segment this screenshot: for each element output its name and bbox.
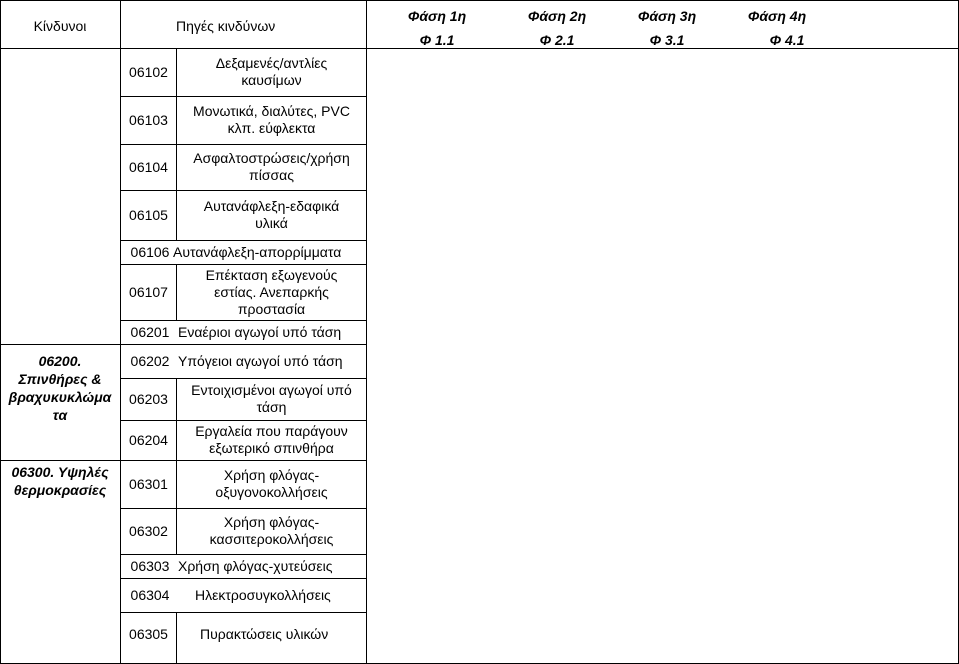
row-code: 06105 bbox=[129, 206, 168, 223]
phase-1-header: Φάση 1η bbox=[407, 7, 467, 24]
row-code: 06204 bbox=[129, 431, 168, 448]
group-sparks-line: βραχυκυκλώμα bbox=[8, 389, 112, 405]
group-sparks-line: Σπινθήρες & bbox=[18, 371, 102, 387]
description-line: Εργαλεία που παράγουν bbox=[195, 423, 348, 439]
row-description: Πυρακτώσεις υλικών bbox=[200, 625, 329, 642]
grid-line bbox=[0, 0, 959, 1]
group-temperatures-line: θερμοκρασίες bbox=[13, 482, 107, 498]
row-code: 06304 bbox=[130, 586, 170, 603]
row-code: 06102 bbox=[129, 63, 168, 80]
description-line: Εντοιχισμένοι αγωγοί υπό bbox=[191, 382, 352, 398]
group-temperatures-line: 06300. Υψηλές bbox=[11, 464, 109, 480]
row-code: 06106 bbox=[130, 243, 170, 260]
phi-1-header: Φ 1.1 bbox=[419, 31, 455, 48]
row-description bbox=[177, 378, 366, 420]
row-code: 06201 bbox=[130, 323, 170, 340]
description-line: εξωτερικό σπινθήρα bbox=[209, 440, 334, 456]
row-description bbox=[177, 460, 366, 508]
grid-line bbox=[176, 612, 177, 664]
row-code: 06305 bbox=[129, 625, 168, 642]
description-line: Δεξαμενές/αντλίες bbox=[215, 55, 328, 71]
group-sparks bbox=[0, 352, 120, 424]
row-description bbox=[177, 190, 366, 240]
description-line: Επέκταση εξωγενούς bbox=[205, 266, 338, 283]
grid-line bbox=[366, 0, 367, 664]
description-line: τάση bbox=[256, 399, 287, 415]
row-description: Ηλεκτροσυγκολλήσεις bbox=[195, 586, 331, 603]
phase-2-header: Φάση 2η bbox=[527, 7, 587, 24]
grid-line bbox=[0, 0, 1, 664]
group-sparks-line: 06200. bbox=[38, 353, 82, 369]
row-code: 06202 bbox=[130, 352, 170, 369]
phi-2-header: Φ 2.1 bbox=[539, 31, 575, 48]
row-description: Υπόγειοι αγωγοί υπό τάση bbox=[178, 352, 343, 369]
group-temperatures bbox=[0, 461, 120, 501]
row-description: Εναέριοι αγωγοί υπό τάση bbox=[178, 323, 342, 340]
description-line: οξυγονοκολλήσεις bbox=[215, 484, 328, 500]
description-line: Χρήση φλόγας- bbox=[223, 467, 320, 483]
row-description bbox=[177, 264, 366, 320]
description-line: πίσσας bbox=[249, 167, 294, 183]
description-line: υλικά bbox=[255, 215, 288, 231]
row-code: 06301 bbox=[129, 475, 168, 492]
phi-4-header: Φ 4.1 bbox=[769, 31, 805, 48]
row-code: 06104 bbox=[129, 158, 168, 175]
description-line: Μονωτικά, διαλύτες, PVC bbox=[193, 103, 350, 119]
phase-3-header: Φάση 3η bbox=[637, 7, 697, 24]
phi-3-header: Φ 3.1 bbox=[649, 31, 685, 48]
row-description bbox=[177, 420, 366, 460]
row-description: Αυτανάφλεξη-απορρίμματα bbox=[173, 243, 342, 260]
description-line: κασσιτεροκολλήσεις bbox=[209, 531, 334, 547]
row-description bbox=[177, 144, 366, 190]
row-description bbox=[177, 48, 366, 96]
row-code: 06303 bbox=[130, 557, 170, 574]
row-code: 06103 bbox=[129, 111, 168, 128]
description-line: εστίας. Ανεπαρκής bbox=[214, 283, 329, 300]
description-line: κλπ. εύφλεκτα bbox=[227, 120, 316, 136]
description-line: Χρήση φλόγας- bbox=[223, 514, 320, 530]
description-line: προστασία bbox=[237, 300, 306, 317]
sources-header: Πηγές κινδύνων bbox=[176, 17, 276, 34]
row-code: 06302 bbox=[129, 522, 168, 539]
description-line: καυσίμων bbox=[241, 72, 302, 88]
description-line: Αυτανάφλεξη-εδαφικά bbox=[203, 198, 340, 214]
row-code: 06107 bbox=[129, 283, 168, 300]
row-code: 06203 bbox=[129, 390, 168, 407]
description-line: Ασφαλτοστρώσεις/χρήση bbox=[193, 150, 350, 166]
row-description bbox=[177, 508, 366, 554]
group-sparks-line: τα bbox=[52, 407, 68, 423]
phase-4-header: Φάση 4η bbox=[747, 7, 807, 24]
hazards-header: Κίνδυνοι bbox=[33, 17, 87, 34]
row-description bbox=[177, 96, 366, 144]
row-description: Χρήση φλόγας-χυτεύσεις bbox=[178, 557, 333, 574]
